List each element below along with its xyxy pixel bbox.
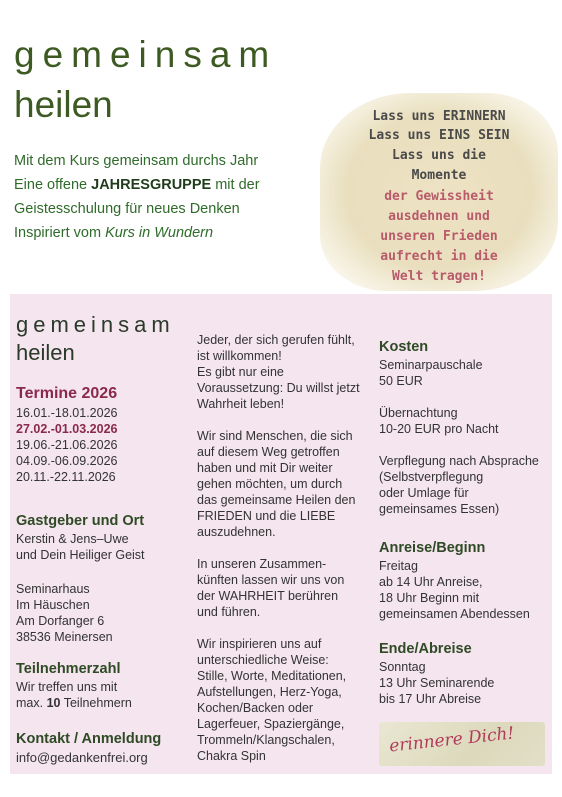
intro-text: mit der (211, 177, 260, 193)
stamp-line: unseren Frieden (380, 229, 498, 244)
ende-line: bis 17 Uhr Abreise (379, 692, 482, 706)
intro-text: Eine offene (14, 177, 92, 193)
middle-text-line: das gemeinsame Heilen den (197, 493, 356, 507)
gastgeber-line: und Dein Heiliger Geist (16, 548, 145, 562)
middle-text-line: Wahrheit leben! (197, 397, 285, 411)
intro-line-2 (14, 178, 260, 193)
kontakt-heading: Kontakt / Anmeldung (16, 731, 162, 747)
anreise-line: gemeinsamen Abendessen (379, 607, 530, 621)
gastgeber-line: Seminarhaus (16, 582, 90, 596)
panel-title-line1: gemeinsam (16, 312, 175, 337)
gastgeber-line: 38536 Meinersen (16, 630, 113, 644)
termine-date: 20.11.-22.11.2026 (16, 470, 116, 484)
anreise-line: 18 Uhr Beginn mit (379, 591, 480, 605)
panel-title-line2: heilen (16, 340, 75, 365)
middle-text-line: der WAHRHEIT berühren (197, 589, 339, 603)
kosten-line: gemeinsames Essen) (379, 502, 500, 516)
teilnehmer-count: 10 (46, 696, 61, 710)
middle-text-line: künften lassen wir uns von (197, 573, 345, 587)
middle-text-line: Trommeln/Klangschalen, (197, 733, 335, 747)
middle-text-line: Wir inspirieren uns auf (197, 637, 322, 651)
intro-highlight: JAHRESGRUPPE (91, 177, 212, 193)
stamp-line: Lass uns die (392, 148, 486, 163)
middle-text-line: Wir sind Menschen, die sich (197, 429, 353, 443)
teilnehmer-line: Wir treffen uns mit (16, 680, 118, 694)
stamp-image (320, 93, 558, 291)
ende-heading: Ende/Abreise (379, 641, 472, 657)
intro-italic: Kurs in Wundern (105, 225, 214, 241)
page-title-line1: gemeinsam (14, 34, 278, 75)
stamp-line: Welt tragen! (392, 269, 486, 284)
stamp-line: ausdehnen und (388, 209, 490, 224)
middle-text-line: Chakra Spin (197, 749, 266, 763)
middle-text-line: In unseren Zusammen- (197, 557, 327, 571)
termine-date-highlight: 27.02.-01.03.2026 (16, 422, 118, 436)
intro-line-1: Mit dem Kurs gemeinsam durchs Jahr (14, 153, 259, 169)
middle-text-line: unterschiedliche Weise: (197, 653, 329, 667)
contact-email[interactable]: info@gedankenfrei.org (16, 750, 148, 765)
gastgeber-line: Im Häuschen (16, 598, 90, 612)
middle-text-line: haben und mit Dir weiter (197, 461, 333, 475)
page-title-line2: heilen (14, 84, 113, 125)
stamp-line: aufrecht in die (380, 249, 498, 264)
kosten-line: Verpflegung nach Absprache (379, 454, 539, 468)
teilnehmer-text: max. (16, 696, 47, 710)
teilnehmer-heading: Teilnehmerzahl (16, 661, 121, 677)
intro-line-3: Geistesschulung für neues Denken (14, 201, 240, 217)
middle-text-line: Es gibt nur eine (197, 365, 284, 379)
intro-line-4 (14, 226, 213, 241)
middle-text-line: Lagerfeuer, Spaziergänge, (197, 717, 345, 731)
ende-line: Sonntag (379, 660, 426, 674)
teilnehmer-line (16, 697, 132, 710)
termine-heading: Termine 2026 (16, 385, 118, 402)
termine-date: 16.01.-18.01.2026 (16, 406, 118, 420)
middle-text-line: Aufstellungen, Herz-Yoga, (197, 685, 342, 699)
kosten-line: oder Umlage für (379, 486, 469, 500)
termine-date: 04.09.-06.09.2026 (16, 454, 118, 468)
middle-text-line: auszudehnen. (197, 525, 276, 539)
kosten-line: 50 EUR (379, 374, 423, 388)
middle-text-line: gehen möchten, um durch (197, 477, 343, 491)
termine-date: 19.06.-21.06.2026 (16, 438, 118, 452)
middle-text-line: Jeder, der sich gerufen fühlt, (197, 333, 355, 347)
signature-image (379, 722, 545, 766)
gastgeber-line: Kerstin & Jens–Uwe (16, 532, 129, 546)
kosten-heading: Kosten (379, 339, 429, 355)
middle-text-line: auf diesem Weg getroffen (197, 445, 340, 459)
anreise-line: Freitag (379, 559, 418, 573)
stamp-line: Momente (411, 168, 467, 183)
middle-text-line: und führen. (197, 605, 261, 619)
stamp-line: Lass uns EINS SEIN (368, 128, 510, 143)
anreise-line: ab 14 Uhr Anreise, (379, 575, 483, 589)
kosten-line: (Selbstverpflegung (379, 470, 484, 484)
gastgeber-line: Am Dorfanger 6 (16, 614, 105, 628)
gastgeber-heading: Gastgeber und Ort (16, 513, 145, 529)
signature-text: erinnere Dich! (388, 723, 516, 757)
kosten-line: 10-20 EUR pro Nacht (379, 422, 499, 436)
middle-text-line: ist willkommen! (197, 349, 282, 363)
ende-line: 13 Uhr Seminarende (379, 676, 495, 690)
kosten-line: Seminarpauschale (379, 358, 483, 372)
stamp-line: Lass uns ERINNERN (372, 109, 506, 124)
middle-text-line: Voraussetzung: Du willst jetzt (197, 381, 360, 395)
middle-text-line: FRIEDEN und die LIEBE (197, 509, 336, 523)
middle-text-line: Stille, Worte, Meditationen, (197, 669, 347, 683)
anreise-heading: Anreise/Beginn (379, 540, 486, 556)
teilnehmer-text: Teilnehmern (60, 696, 132, 710)
intro-text: Inspiriert vom (14, 225, 106, 241)
middle-text-line: Kochen/Backen oder (197, 701, 314, 715)
kosten-line: Übernachtung (379, 406, 458, 420)
stamp-line: der Gewissheit (384, 189, 494, 204)
